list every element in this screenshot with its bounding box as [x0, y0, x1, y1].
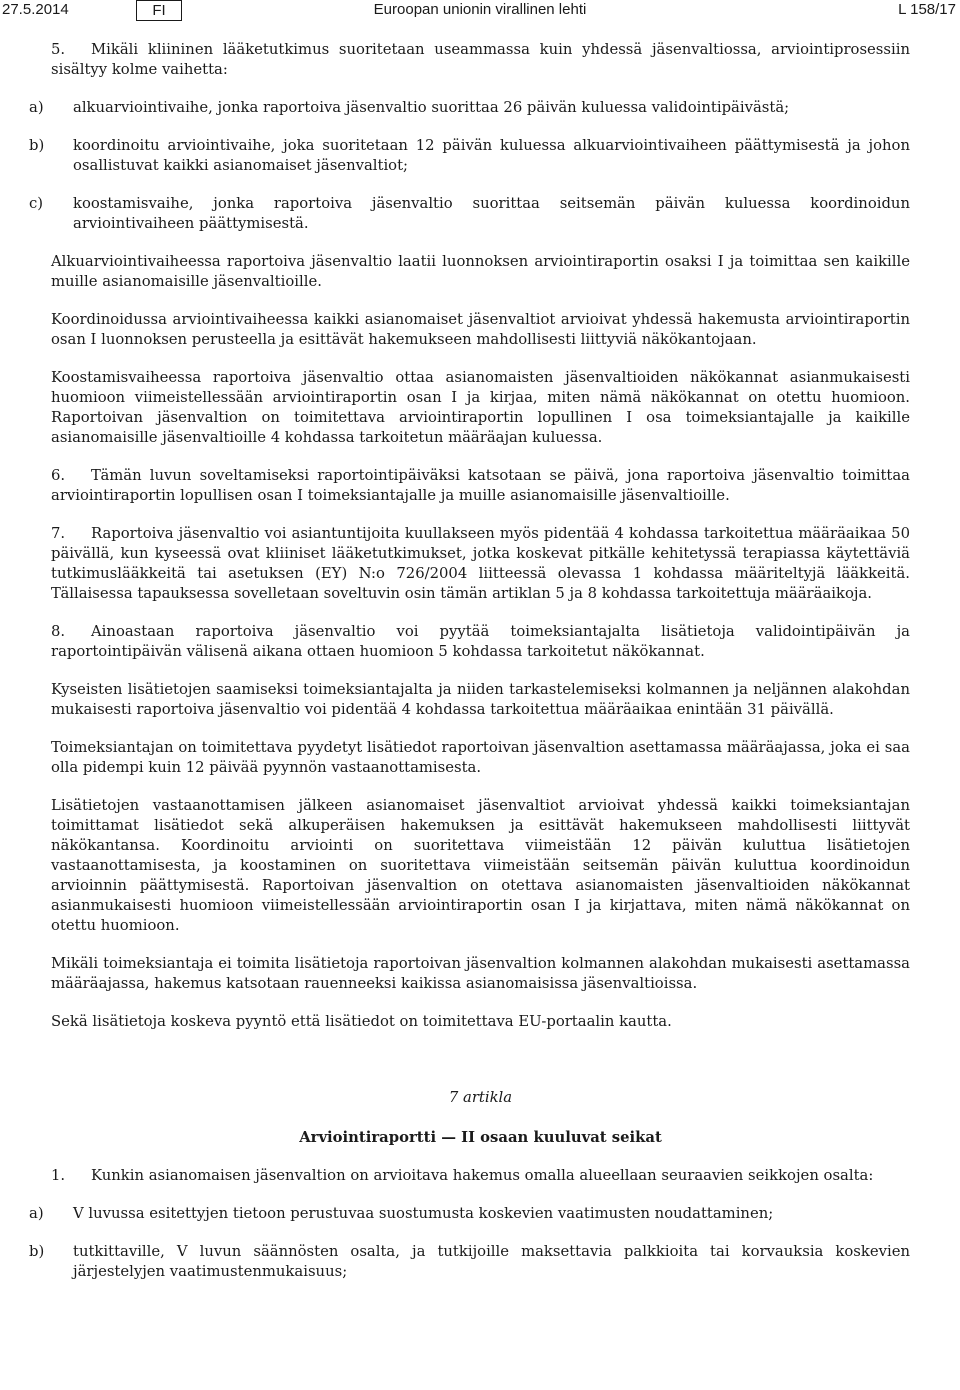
list-text: koordinoitu arviointivaihe, joka suoritetaan 12 päivän kuluessa alkuarviointivaiheen päättymisestä ja johon osallistuvat kaikki asianomaiset jäsenvaltiot; [73, 137, 910, 174]
article-label: 7 artikla [448, 1089, 513, 1106]
paragraph-number: 7. [51, 525, 66, 542]
publication-date: 27.5.2014 [2, 1, 69, 18]
article-title: Arviointiraportti — II osaan kuuluvat seikat [299, 1129, 662, 1146]
paragraph-6 [51, 466, 910, 506]
paragraph-7 [51, 524, 910, 604]
list-label: c) [29, 195, 44, 212]
list-item-a [29, 1204, 910, 1224]
paragraph-kyseisten: Kyseisten lisätietojen saamiseksi toimeksiantajalta ja niiden tarkastelemiseksi kolmannen ja neljännen alakohdan mukaisesti raportoiva jäsenvaltio voi pidentää 4 kohdassa tarkoitettua määräaikaa enintään 31 päivällä. [51, 681, 910, 718]
paragraph-number: 1. [51, 1167, 66, 1184]
list-label: a) [29, 1205, 44, 1222]
list-label: a) [29, 99, 44, 116]
paragraph-seka: Sekä lisätietoja koskeva pyyntö että lisätiedot on toimitettava EU-portaalin kautta. [51, 1013, 672, 1030]
paragraph-koordinoitu: Koordinoidussa arviointivaiheessa kaikki asianomaiset jäsenvaltiot arvioivat yhdessä hakemusta arviointiraportin osan I luonnoksen perusteella ja esittävät hakemukseen mahdollisesti liittyviä näkökantojaan. [51, 311, 910, 348]
paragraph-alkuarviointi: Alkuarviointivaiheessa raportoiva jäsenvaltio laatii luonnoksen arviointiraportin osaksi I ja toimittaa sen kaikille muille asianomaisille jäsenvaltioille. [51, 253, 910, 290]
language-box: FI [136, 0, 182, 21]
paragraph-lisatiedot: Lisätietojen vastaanottamisen jälkeen asianomaiset jäsenvaltiot arvioivat yhdessä kaikki toimeksiantajan toimittamat lisätiedot sekä alkuperäisen hakemuksen ja esittävät hakemukseen mahdollisesti liittyvät näkökantansa. Koordinoitu arviointi on suoritettava viimeistään 12 päivän kuluttua lisätietojen vastaanottamisesta, ja koostaminen on suoritettava viimeistään seitsemän päivän kuluttua koordinoidun arvioinnin päättymisestä. Raportoivan jäsenvaltion on otettava asianomaisten jäsenvaltioiden näkökannat asianmukaisesti huomioon viimeistellessään arviointiraportin osan I ja kirjattava, miten nämä näkökannat on otettu huomioon. [51, 797, 910, 934]
paragraph-number: 6. [51, 467, 66, 484]
list-item-c [29, 194, 910, 234]
paragraph-text: Tämän luvun soveltamiseksi raportointipäiväksi katsotaan se päivä, jona raportoiva jäsenvaltio toimittaa arviointiraportin lopullisen osan I toimeksiantajalle ja muille asianomaisille jäsenvaltioille. [51, 467, 910, 504]
paragraph-8 [51, 622, 910, 662]
paragraph-text: Mikäli kliininen lääketutkimus suoritetaan useammassa kuin yhdessä jäsenvaltiossa, arviointiprosessiin sisältyy kolme vaihetta: [51, 41, 910, 78]
page-reference: L 158/17 [898, 1, 956, 18]
list-text: V luvussa esitettyjen tietoon perustuvaa suostumusta koskevien vaatimusten noudattaminen; [73, 1205, 774, 1222]
paragraph-text: Kunkin asianomaisen jäsenvaltion on arvioitava hakemus omalla alueellaan seuraavien seikkojen osalta: [91, 1167, 874, 1184]
paragraph-toimeksiantaja: Toimeksiantajan on toimitettava pyydetyt lisätiedot raportoivan jäsenvaltion asettamassa määräajassa, joka ei saa olla pidempi kuin 12 päivää pyynnön vastaanottamisesta. [51, 739, 910, 776]
paragraph-text: Raportoiva jäsenvaltio voi asiantuntijoita kuullakseen myös pidentää 4 kohdassa tarkoitettua määräaikaa 50 päivällä, kun kyseessä ovat kliiniset lääketutkimukset, jotka koskevat pitkälle kehitetyssä terapiassa käytettäviä tutkimuslääkkeitä tai asetuksen (EY) N:o 726/2004 liitteessä olevassa 1 kohdassa määriteltyjä lääkkeitä. Tällaisessa tapauksessa sovelletaan soveltuvin osin tämän artiklan 5 ja 8 kohdassa tarkoitettuja määräaikoja. [51, 525, 910, 602]
list-text: alkuarviointivaihe, jonka raportoiva jäsenvaltio suorittaa 26 päivän kuluessa validointipäivästä; [73, 99, 790, 116]
list-label: b) [29, 1243, 45, 1260]
page-header [0, 0, 960, 22]
list-item-a [29, 98, 910, 118]
list-text: koostamisvaihe, jonka raportoiva jäsenvaltio suorittaa seitsemän päivän kuluessa koordinoidun arviointivaiheen päättymisestä. [73, 195, 910, 232]
list-item-b [29, 1242, 910, 1282]
paragraph-mikali: Mikäli toimeksiantaja ei toimita lisätietoja raportoivan jäsenvaltion kolmannen alakohdan mukaisesti asettamassa määräajassa, hakemus katsotaan rauenneeksi kaikissa asianomaisissa jäsenvaltioissa. [51, 955, 910, 992]
paragraph-text: Ainoastaan raportoiva jäsenvaltio voi pyytää toimeksiantajalta lisätietoja validointipäivän ja raportointipäivän välisenä aikana ottaen huomioon 5 kohdassa tarkoitetut näkökannat. [51, 623, 910, 660]
paragraph-1 [51, 1166, 910, 1186]
paragraph-number: 8. [51, 623, 66, 640]
list-label: b) [29, 137, 45, 154]
document-body [29, 40, 910, 1282]
list-text: tutkittaville, V luvun säännösten osalta, ja tutkijoille maksettavia palkkioita tai korvauksia koskevien järjestelyjen vaatimustenmukaisuus; [73, 1243, 910, 1280]
paragraph-number: 5. [51, 41, 66, 58]
list-item-b [29, 136, 910, 176]
journal-title: Euroopan unionin virallinen lehti [373, 1, 587, 18]
paragraph-5 [51, 40, 910, 80]
paragraph-koostaminen: Koostamisvaiheessa raportoiva jäsenvaltio ottaa asianomaisten jäsenvaltioiden näkökannat asianmukaisesti huomioon viimeistellessään arviointiraportin osan I ja kirjaa, miten nämä näkökannat on otettu huomioon. Raportoivan jäsenvaltion on toimitettava arviointiraportin lopullinen I osa toimeksiantajalle ja kaikille asianomaisille jäsenvaltioille 4 kohdassa tarkoitetun määräajan kuluessa. [51, 369, 910, 446]
